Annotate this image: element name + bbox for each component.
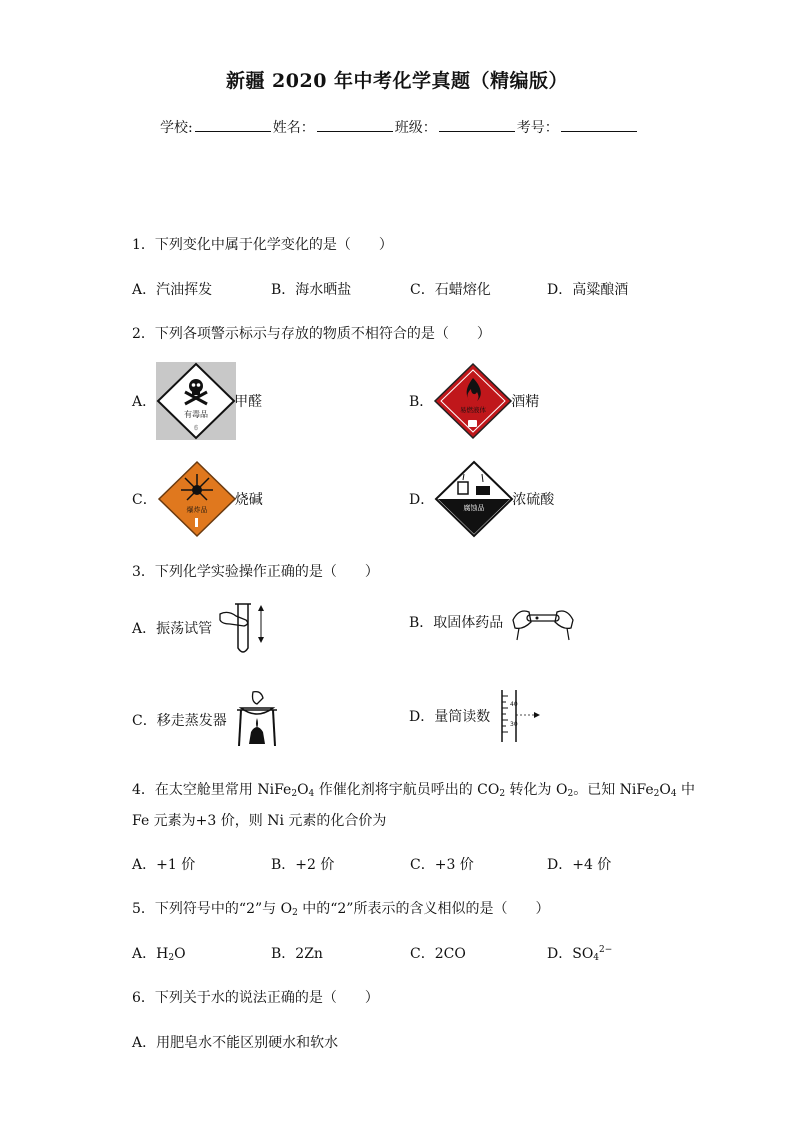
id-field: 考号： xyxy=(517,117,639,137)
q3-option-c-label: 移走蒸发器 xyxy=(156,713,227,729)
student-info-row xyxy=(160,117,639,137)
school-field: 学校: xyxy=(160,117,273,137)
q2-option-d[interactable]: D． 腐蚀品 浓硫酸 xyxy=(409,460,554,538)
q3-option-a-label: 振荡试管 xyxy=(156,621,213,637)
flame-icon xyxy=(433,362,513,440)
q3-option-d-label: 量筒读数 xyxy=(434,709,491,725)
corrosive-sign-text: 腐蚀品 xyxy=(463,504,485,512)
question-4-stem-line-2: Fe 元素为+3 价，则 Ni 元素的化合价为 xyxy=(132,813,387,829)
question-1-stem: 1．下列变化中属于化学变化的是（ ） xyxy=(132,237,393,253)
class-field: 班级： xyxy=(395,117,517,137)
q1-option-c[interactable]: C．石蜡熔化 xyxy=(410,282,491,298)
cylinder-tick-40: 40 xyxy=(510,701,518,708)
take-solid-reagent-icon xyxy=(509,600,577,644)
q1-option-a[interactable]: A．汽油挥发 xyxy=(132,282,213,298)
name-field: 姓名： xyxy=(273,117,395,137)
q2-option-c[interactable]: C． 爆炸品 烧碱 xyxy=(132,460,263,538)
q4-option-a[interactable]: A．+1 价 xyxy=(132,857,196,873)
q3-option-d[interactable]: D． 量筒读数 40 30 xyxy=(409,688,544,744)
question-2-stem: 2．下列各项警示标示与存放的物质不相符合的是（ ） xyxy=(132,326,491,342)
toxic-sign-number: 6 xyxy=(193,424,199,432)
question-3-stem: 3．下列化学实验操作正确的是（ ） xyxy=(132,564,379,580)
name-blank[interactable] xyxy=(317,117,393,132)
school-blank[interactable] xyxy=(195,117,271,132)
class-blank[interactable] xyxy=(439,117,515,132)
q2-option-d-label: 浓硫酸 xyxy=(512,492,555,508)
q3-option-c[interactable]: C． 移走蒸发器 xyxy=(132,688,283,752)
q6-option-a[interactable]: A．用肥皂水不能区别硬水和软水 xyxy=(132,1035,339,1051)
q4-option-b[interactable]: B．+2 价 xyxy=(271,857,335,873)
q2-option-b-label: 酒精 xyxy=(511,394,540,410)
q5-option-b[interactable]: B．2Zn xyxy=(271,946,323,962)
graduated-cylinder-icon xyxy=(496,688,544,744)
q2-option-a-label: 甲醛 xyxy=(234,394,263,410)
toxic-sign-text: 有毒品 xyxy=(184,410,209,419)
explosion-icon xyxy=(157,460,237,538)
question-5-stem: 5．下列符号中的“2”与 $O_2$ 中的“2”所表示的含义相似的是（ ） xyxy=(132,901,550,918)
q1-option-b[interactable]: B．海水晒盐 xyxy=(271,282,352,298)
corrosive-icon xyxy=(434,460,514,538)
exam-title: 新疆 2020 年中考化学真题（精编版） xyxy=(225,70,569,92)
explosive-sign-text: 爆炸品 xyxy=(186,506,208,514)
question-4-stem-line-1: 4．在太空舱里常用 $NiFe_2O_4$ 作催化剂将宇航员呼出的 $CO_2$ 转化为 $O_2$。已知 $NiFe_2O_4$ 中 xyxy=(132,782,696,799)
q4-option-d[interactable]: D．+4 价 xyxy=(547,857,612,873)
cylinder-tick-30: 30 xyxy=(510,721,518,728)
q3-option-b[interactable]: B． 取固体药品 xyxy=(409,600,577,644)
q1-option-d[interactable]: D．高粱酿酒 xyxy=(547,282,629,298)
id-blank[interactable] xyxy=(561,117,637,132)
question-6-stem: 6．下列关于水的说法正确的是（ ） xyxy=(132,990,379,1006)
shake-test-tube-icon xyxy=(216,600,276,656)
skull-crossbones-icon xyxy=(156,362,236,440)
q2-option-b[interactable]: B． 易燃液体 酒精 xyxy=(409,362,539,440)
q2-option-a[interactable]: A． 有毒品 6 甲醛 xyxy=(132,362,262,440)
q2-option-c-label: 烧碱 xyxy=(234,492,263,508)
q4-option-c[interactable]: C．+3 价 xyxy=(410,857,474,873)
q5-option-c[interactable]: C．2CO xyxy=(410,946,466,962)
flammable-sign-text: 易燃液体 xyxy=(460,406,487,414)
q3-option-a[interactable]: A． 振荡试管 xyxy=(132,600,276,656)
q5-option-a[interactable]: A．$H_2O$ xyxy=(132,946,186,963)
remove-evaporating-dish-icon xyxy=(231,688,283,752)
q3-option-b-label: 取固体药品 xyxy=(433,615,504,631)
q5-option-d[interactable]: D．$SO_4^{2-}$ xyxy=(547,945,613,963)
